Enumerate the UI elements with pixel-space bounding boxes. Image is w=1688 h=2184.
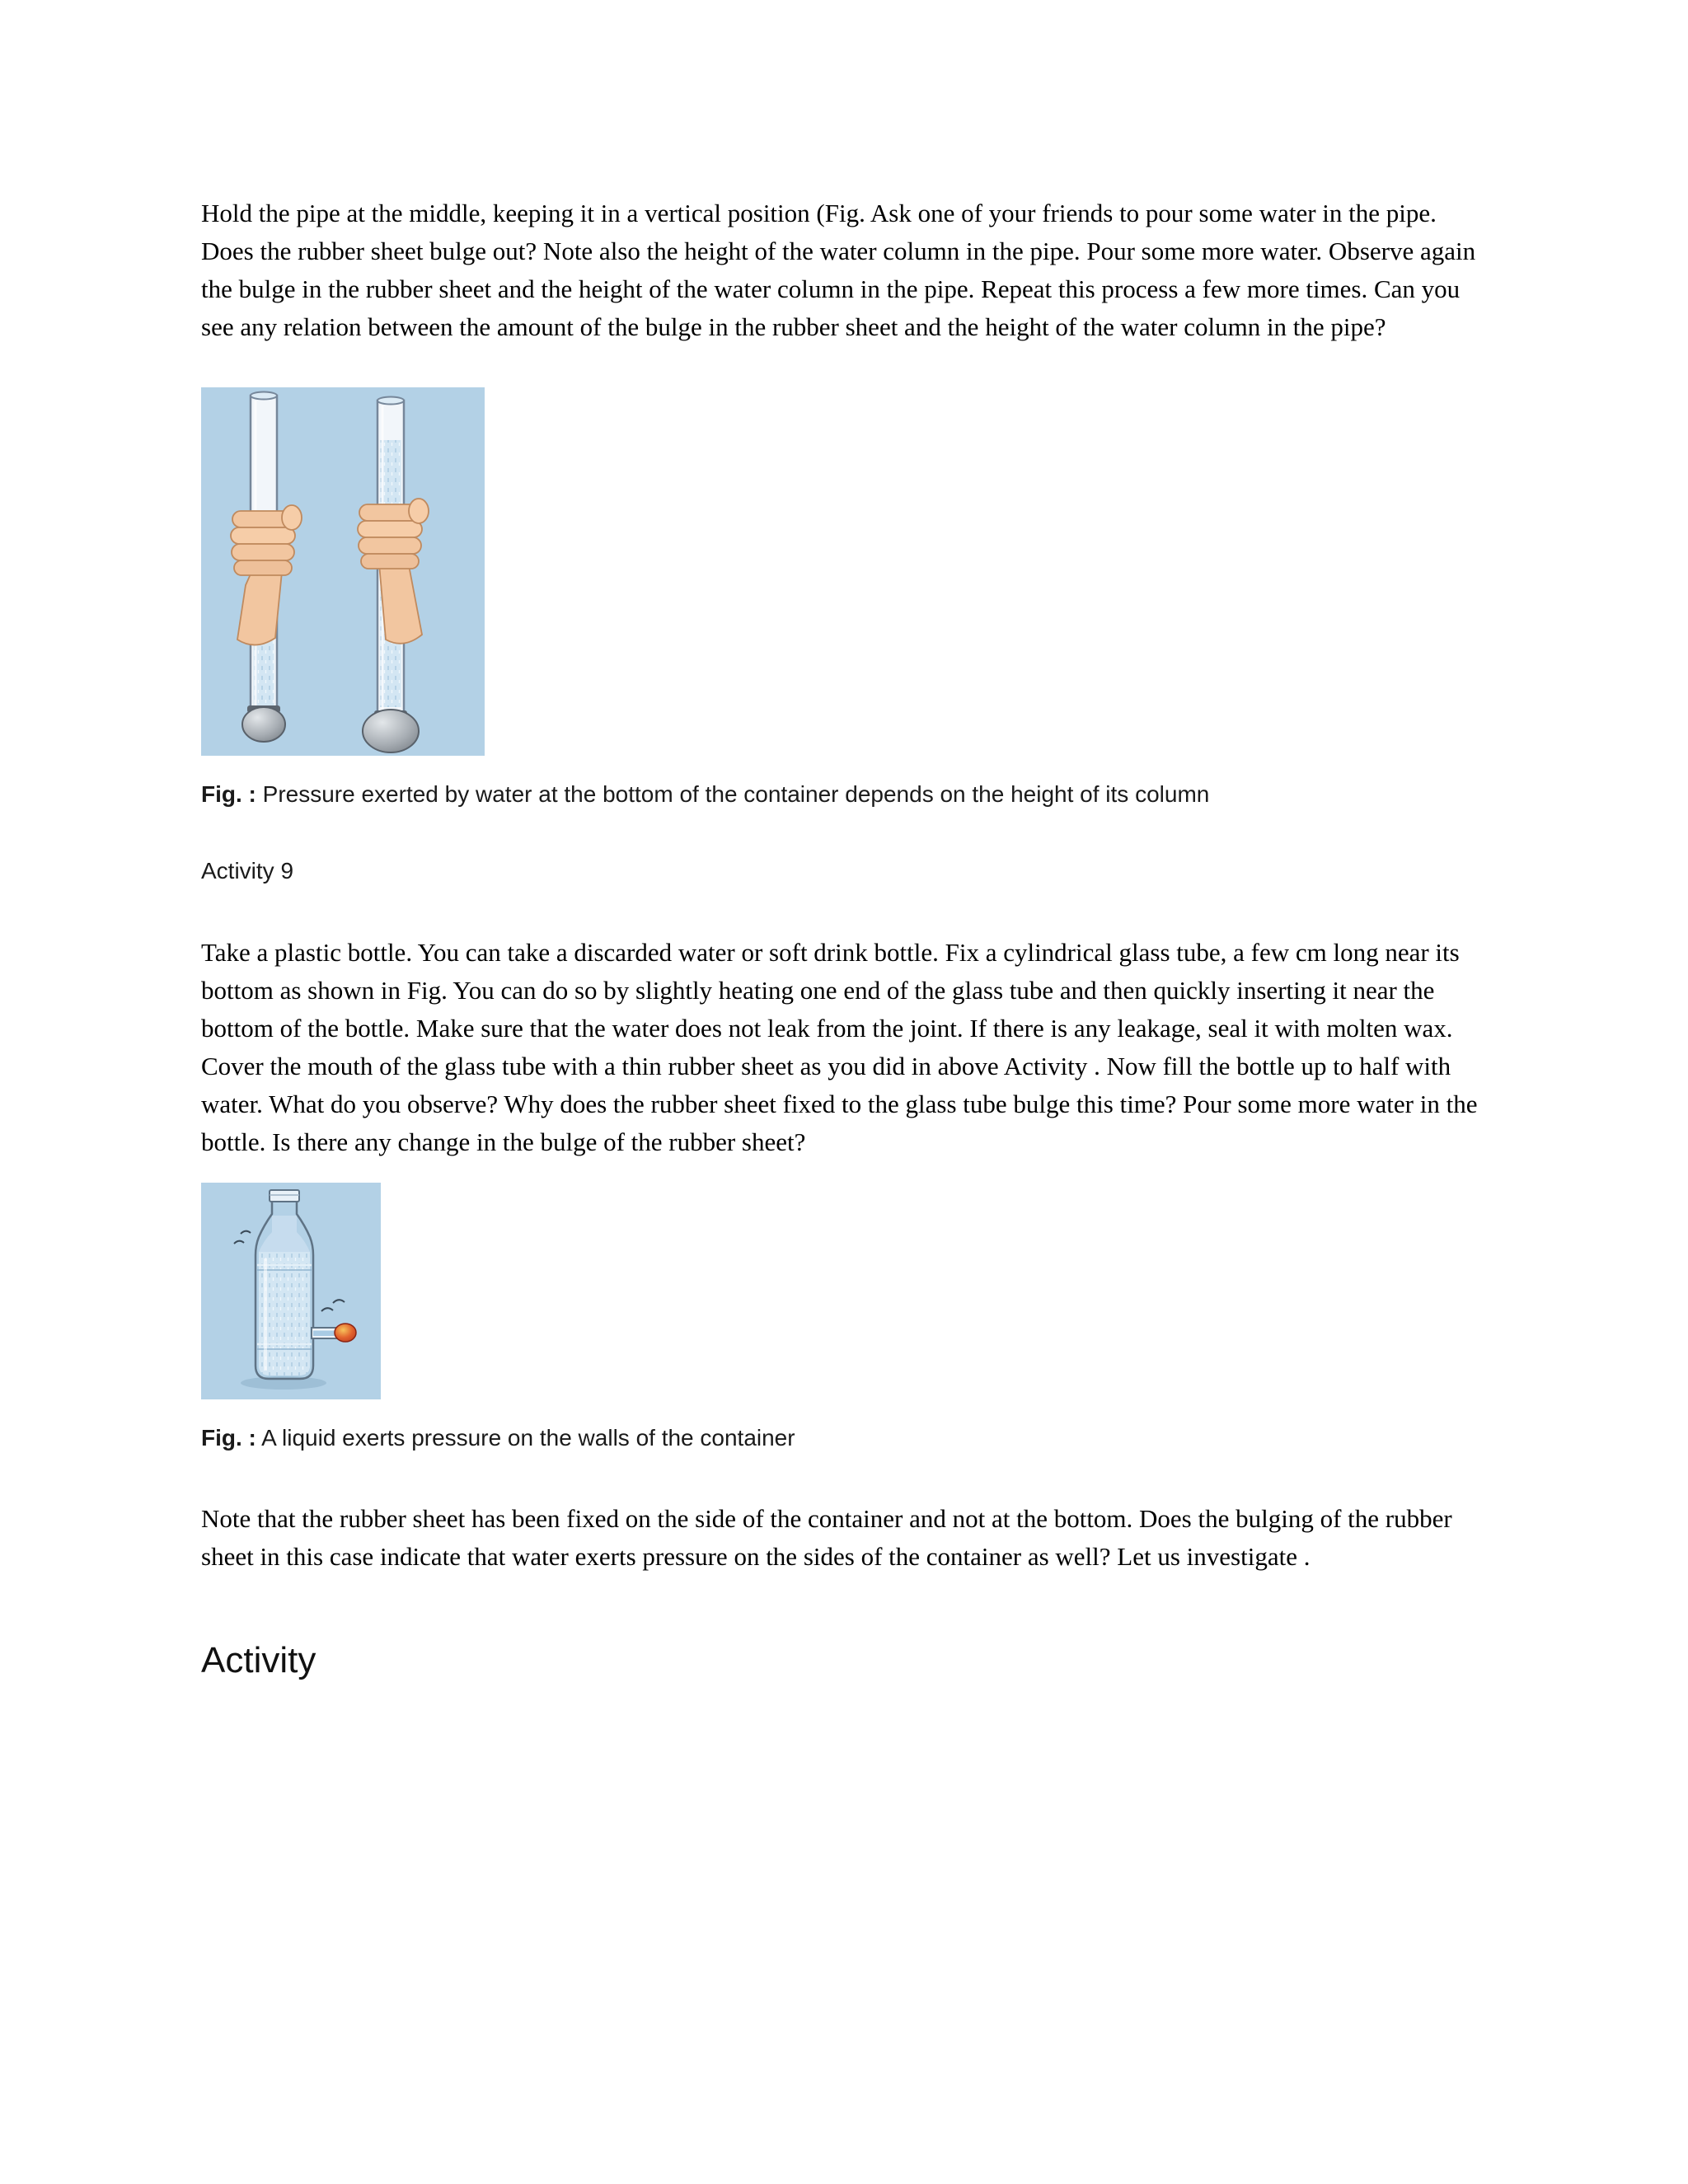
large-rubber-bulge [363, 710, 419, 752]
figure2-caption-text: A liquid exerts pressure on the walls of the container [256, 1425, 795, 1451]
activity-heading: Activity [201, 1640, 316, 1680]
figure2-caption [201, 1422, 1480, 1454]
small-rubber-bulge [242, 707, 285, 742]
activity9-heading: Activity 9 [201, 858, 294, 883]
figure-two-pipes [201, 387, 485, 756]
figure-bottle [201, 1183, 381, 1399]
paragraph-plastic-bottle: Take a plastic bottle. You can take a discarded water or soft drink bottle. Fix a cylindrical glass tube, a few cm long near its bottom as shown in Fig. You can do so by slightly heating one end of the glass tube and then quickly inserting it near the bottom of the bottle. Make sure that the water does not leak from the joint. If there is any leakage, seal it with molten wax. Cover the mouth of the glass tube with a thin rubber sheet as you did in above Activity . Now fill the bottle up to half with water. What do you observe? Why does the rubber sheet fixed to the glass tube bulge this time? Pour some more water in the bottle. Is there any change in the bulge of the rubber sheet? [201, 938, 1478, 1156]
figure2-caption-label: Fig. : [201, 1425, 256, 1451]
water-in-tube [313, 1331, 336, 1337]
thumb [409, 499, 429, 523]
paragraph-rubber-sheet-side: Note that the rubber sheet has been fixed on the side of the container and not at the bottom. Does the bulging of the rubber sheet in this case indicate that water exerts pressure on the sides of the container as well? Let us investigate . [201, 1504, 1452, 1571]
thumb [282, 505, 302, 530]
bottle-mouth [270, 1190, 299, 1202]
figure1-caption [201, 779, 1480, 810]
red-rubber-bulge [335, 1324, 356, 1342]
figure-two-pipes-illustration [201, 387, 485, 756]
figure1-caption-label: Fig. : [201, 781, 256, 807]
paragraph-hold-pipe: Hold the pipe at the middle, keeping it in a vertical position (Fig. Ask one of your friends to pour some water in the pipe. Does the rubber sheet bulge out? Note also the height of the water column in the pipe. Pour some more water. Observe again the bulge in the rubber sheet and the height of the water column in the pipe. Repeat this process a few more times. Can you see any relation between the amount of the bulge in the rubber sheet and the height of the water column in the pipe? [201, 199, 1476, 341]
figure-bottle-illustration [201, 1183, 381, 1399]
figure1-caption-text: Pressure exerted by water at the bottom of the container depends on the height of its column [256, 781, 1210, 807]
